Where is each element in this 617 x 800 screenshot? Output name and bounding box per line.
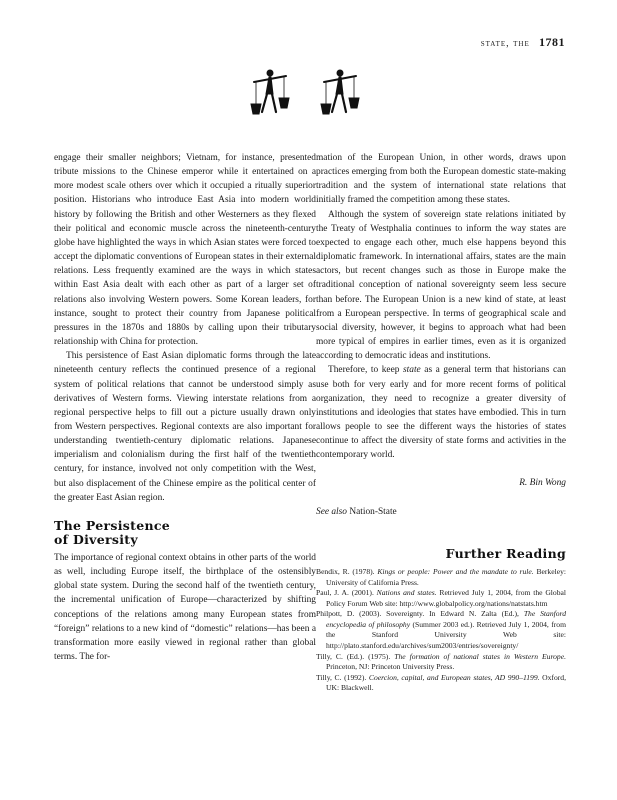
see-also: [316, 505, 566, 519]
body-paragraph: mation of the European Union, in other words, draws upon practices emerging from both the European domestic state-making tradition and the system of international state relations that initially framed the competition among these states.: [316, 153, 566, 206]
author-signature: R. Bin Wong: [519, 478, 566, 489]
text-run: as a general term that historians can use both for very early and for more recent forms of political organization, they need to recognize a greater diversity of institutions and ideologies that states have embodied. This in turn allows people to see the different ways the histories of states continue to affect the diversity of state forms and activities in the contemporary world.: [316, 365, 566, 461]
section-heading-line: of Diversity: [54, 531, 138, 547]
ref-author: Paul, J. A. (2001).: [316, 588, 377, 598]
water-carrier-figure-right: [321, 70, 359, 114]
page-number: 1781: [539, 35, 565, 49]
reference-entry: [316, 652, 566, 673]
water-carrier-figure-left: [251, 70, 289, 114]
ref-title: Coercion, capital, and European states, AD 990–1199.: [368, 672, 540, 682]
right-column: [316, 151, 566, 694]
reference-list: [316, 567, 566, 694]
text-run: Therefore, to keep: [328, 365, 403, 376]
ref-title: Nations and states.: [376, 588, 437, 598]
ref-publisher: Berkeley: University of California Press.: [326, 566, 566, 587]
reference-entry: [316, 673, 566, 694]
ref-author: Tilly, C. (1992).: [316, 672, 369, 682]
further-reading-heading: Further Reading: [445, 545, 566, 561]
ref-author: Bendix, R. (1978).: [316, 566, 378, 576]
body-paragraph: [316, 363, 566, 462]
ref-publisher: Oxford, UK: Blackwell.: [326, 672, 566, 693]
emphasized-term: state: [403, 365, 421, 376]
see-also-link[interactable]: Nation-State: [349, 506, 397, 517]
ref-title: The Stanford encyclopedia of philosophy: [326, 609, 566, 629]
ref-author: Philpott, D. (2003). Sovereignty. In Edward N. Zalta (Ed.),: [316, 609, 524, 619]
body-paragraph: engage their smaller neighbors; Vietnam, for instance, presented tribute missions to the Chinese emperor while it entertained on a more modest scale others over which it occupied a ritually superior position. Historians who introduce East Asia into modern world history by following the British and other Westerners as they flexed their political and economic muscle across the nineteenth-century globe have highlighted the ways in which Asian states were forced to accept the diplomatic conventions of European states in their external relations. Less frequently examined are the ways in which states within East Asia dealt with each other as part of a larger set of relations also involving Western powers. Some Korean leaders, for instance, sought to protect their country from Japanese political pressures in the 1870s and 1880s by calling upon their tributary relationship with China for protection.: [54, 153, 316, 348]
ref-title: Kings or people: Power and the mandate to rule.: [377, 566, 534, 576]
left-column: [54, 151, 316, 664]
reference-entry: [316, 567, 566, 588]
ref-publisher: (Summer 2003 ed.). Retrieved July 1, 2004, from the Stanford University Web site: http://plato.stanford.edu/archives/sum2003/entries/sovereignty/: [326, 619, 566, 651]
section-heading: [54, 519, 316, 547]
running-head: [481, 35, 565, 50]
reference-entry: [316, 588, 566, 609]
body-paragraph: This persistence of East Asian diplomatic forms through the late nineteenth century reflects the continued presence of a regional system of political relations that cannot be understood simply as derivatives of Western forms. Viewing interstate relations from a regional perspective helps to fill out a picture usually drawn only from Western perspectives. Regional contexts are also important for understanding twentieth-century diplomatic relations. Japanese imperialism and colonialism during the first half of the twentieth century, for instance, involved not only competition with the West, but also displacement of the Chinese empire as the political center of the greater East Asian region.: [54, 351, 316, 503]
see-also-label: See also: [316, 506, 347, 517]
ref-publisher: Retrieved July 1, 2004, from the Global Policy Forum Web site: http://www.globalpolicy.org/nations/natstats.htm: [326, 588, 566, 608]
body-paragraph: The importance of regional context obtains in other parts of the world as well, including Europe itself, the birthplace of the ostensibly global state system. During the second half of the twentieth century, the incremental unification of Europe—characterized by shifting conceptions of the relations among many European states from “foreign” relations to a new kind of “domestic” relations—has been a transformation more easily viewed in regional rather than global terms. The for-: [54, 552, 316, 662]
ref-author: Tilly, C. (Ed.). (1975).: [316, 651, 395, 661]
reference-entry: [316, 609, 566, 651]
running-head-title: state, the: [480, 38, 530, 49]
body-paragraph: Although the system of sovereign state relations initiated by the Treaty of Westphalia continues to inform the way states are expected to engage each other, much else happens beyond this diplomatic framework. In international affairs, states are the main actors, but recent changes such as those in Europe make the traditional conception of national sovereignty seem less secure than before. The European Union is a new kind of state, at least from a European perspective. In terms of geographical scale and social diversity, however, it begins to approach what had been more typical of empires in earlier times, even as it is organized according to democratic ideas and institutions.: [316, 209, 566, 362]
ref-title: The formation of national states in Western Europe.: [394, 651, 566, 661]
ref-publisher: Princeton, NJ: Princeton University Press.: [326, 662, 455, 672]
water-carrier-ornament: [250, 68, 370, 128]
section-heading-line: The Persistence: [54, 517, 170, 533]
